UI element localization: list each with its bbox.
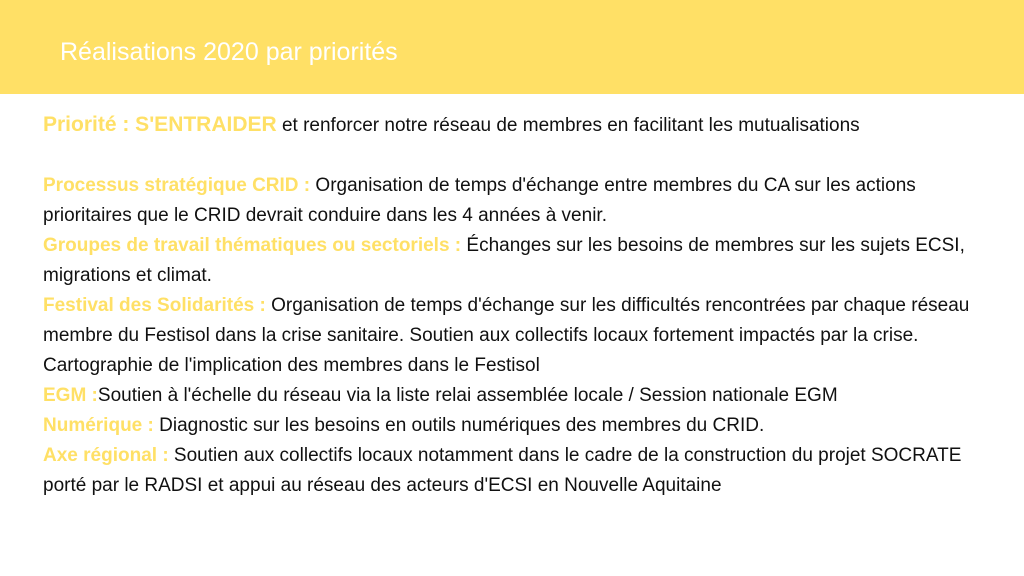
item-paragraph	[43, 441, 988, 501]
page-title: Réalisations 2020 par priorités	[60, 38, 398, 66]
item-text: Échanges sur les besoins de membres sur les sujets ECSI, migrations et climat.	[43, 235, 965, 286]
item-text: Organisation de temps d'échange entre membres du CA sur les actions prioritaires que le CRID devrait conduire dans les 4 années à venir.	[43, 175, 916, 226]
priority-paragraph	[43, 110, 988, 141]
item-paragraph	[43, 291, 988, 381]
item-paragraph	[43, 381, 988, 411]
item-paragraph	[43, 231, 988, 291]
paragraph-spacer	[43, 141, 988, 171]
item-paragraph	[43, 171, 988, 231]
slide-body	[43, 110, 988, 501]
item-label: Groupes de travail thématiques ou sectoriels :	[43, 235, 467, 256]
item-text: Diagnostic sur les besoins en outils numériques des membres du CRID.	[159, 415, 765, 436]
item-label: Axe régional :	[43, 445, 174, 466]
title-banner	[0, 0, 1024, 94]
item-text: Organisation de temps d'échange sur les difficultés rencontrées par chaque réseau membre du Festisol dans la crise sanitaire. Soutien aux collectifs locaux fortement impactés par la crise. Cartographie de l'implication des membres dans le Festisol	[43, 295, 970, 376]
item-text: Soutien à l'échelle du réseau via la liste relai assemblée locale / Session nationale EGM	[97, 385, 838, 406]
item-paragraph	[43, 411, 988, 441]
item-text: Soutien aux collectifs locaux notamment dans le cadre de la construction du projet SOCRATE porté par le RADSI et appui au réseau des acteurs d'ECSI en Nouvelle Aquitaine	[43, 445, 962, 496]
priority-text: et renforcer notre réseau de membres en facilitant les mutualisations	[276, 115, 860, 136]
item-label: Numérique :	[43, 415, 160, 436]
item-label: EGM :	[43, 385, 98, 406]
item-label: Festival des Solidarités :	[43, 295, 272, 316]
priority-label: Priorité : S'ENTRAIDER	[43, 113, 277, 136]
item-label: Processus stratégique CRID :	[43, 175, 316, 196]
